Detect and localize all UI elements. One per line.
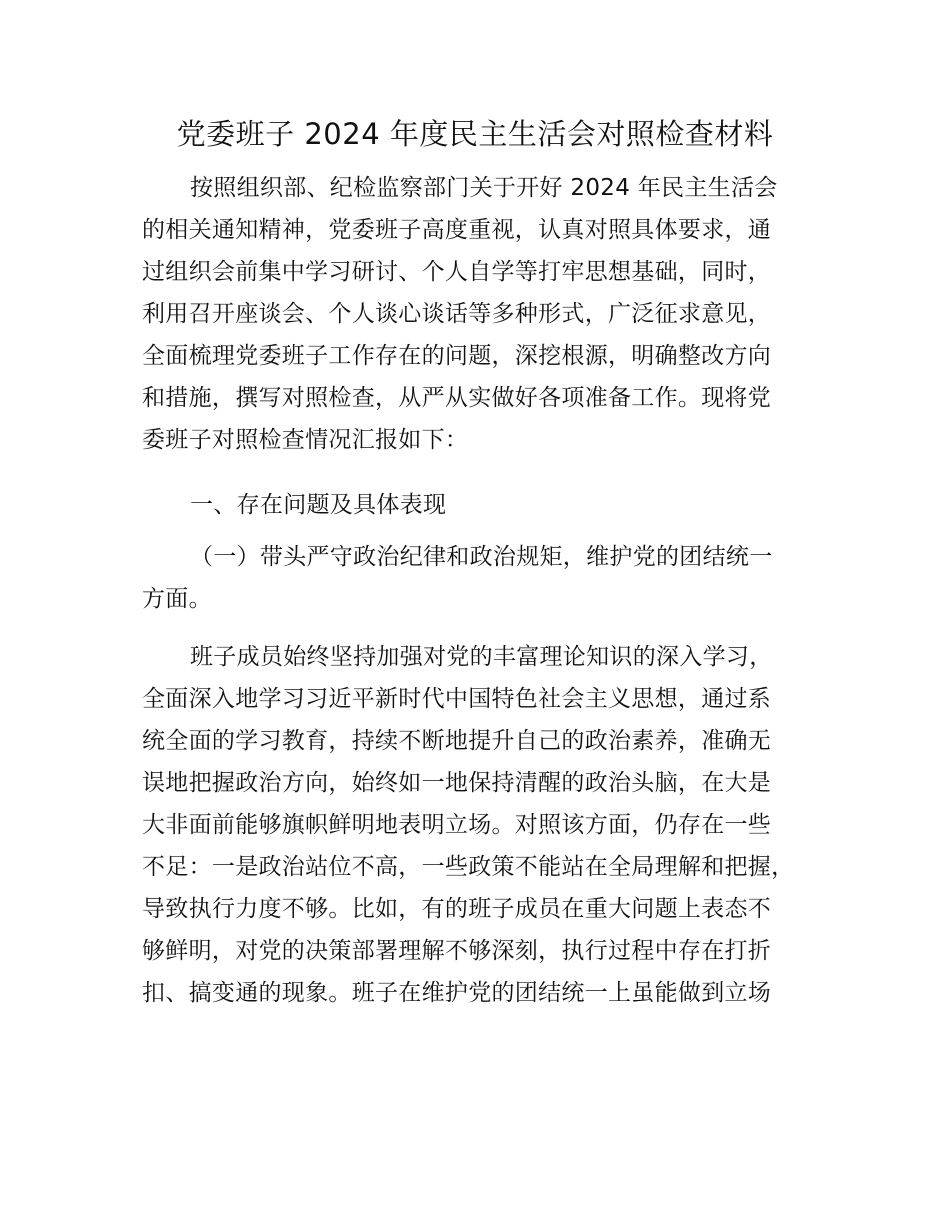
subsection-heading: （一）带头严守政治纪律和政治规矩，维护党的团结统一 [190,544,773,570]
paragraph-line: 大非面前能够旗帜鲜明地表明立场。对照该方面，仍存在一些 [142,812,772,838]
paragraph-line: 不足：一是政治站位不高，一些政策不能站在全局理解和把握， [142,854,795,880]
subsection-heading-continued: 方面。 [142,586,212,612]
paragraph-line: 班子成员始终坚持加强对党的丰富理论知识的深入学习， [190,644,773,670]
paragraph-line: 过组织会前集中学习研讨、个人自学等打牢思想基础，同时， [142,259,772,285]
paragraph-line: 导致执行力度不够。比如，有的班子成员在重大问题上表态不 [142,896,772,922]
paragraph-line: 全面深入地学习习近平新时代中国特色社会主义思想，通过系 [142,686,772,712]
paragraph-line: 扣、搞变通的现象。班子在维护党的团结统一上虽能做到立场 [142,980,772,1006]
paragraph-line: 的相关通知精神，党委班子高度重视，认真对照具体要求，通 [142,217,772,243]
paragraph-line: 利用召开座谈会、个人谈心谈话等多种形式，广泛征求意见， [142,301,772,327]
paragraph-line: 和措施，撰写对照检查，从严从实做好各项准备工作。现将党 [142,385,772,411]
paragraph-line: 统全面的学习教育，持续不断地提升自己的政治素养，准确无 [142,728,772,754]
paragraph-line: 按照组织部、纪检监察部门关于开好 2024 年民主生活会 [190,175,778,201]
section-heading: 一、存在问题及具体表现 [190,492,447,518]
paragraph-line: 委班子对照检查情况汇报如下： [142,427,469,453]
document-title: 党委班子 2024 年度民主生活会对照检查材料 [176,117,774,151]
paragraph-line: 误地把握政治方向，始终如一地保持清醒的政治头脑，在大是 [142,770,772,796]
paragraph-line: 全面梳理党委班子工作存在的问题，深挖根源，明确整改方向 [142,343,772,369]
paragraph-line: 够鲜明，对党的决策部署理解不够深刻，执行过程中存在打折 [142,938,772,964]
